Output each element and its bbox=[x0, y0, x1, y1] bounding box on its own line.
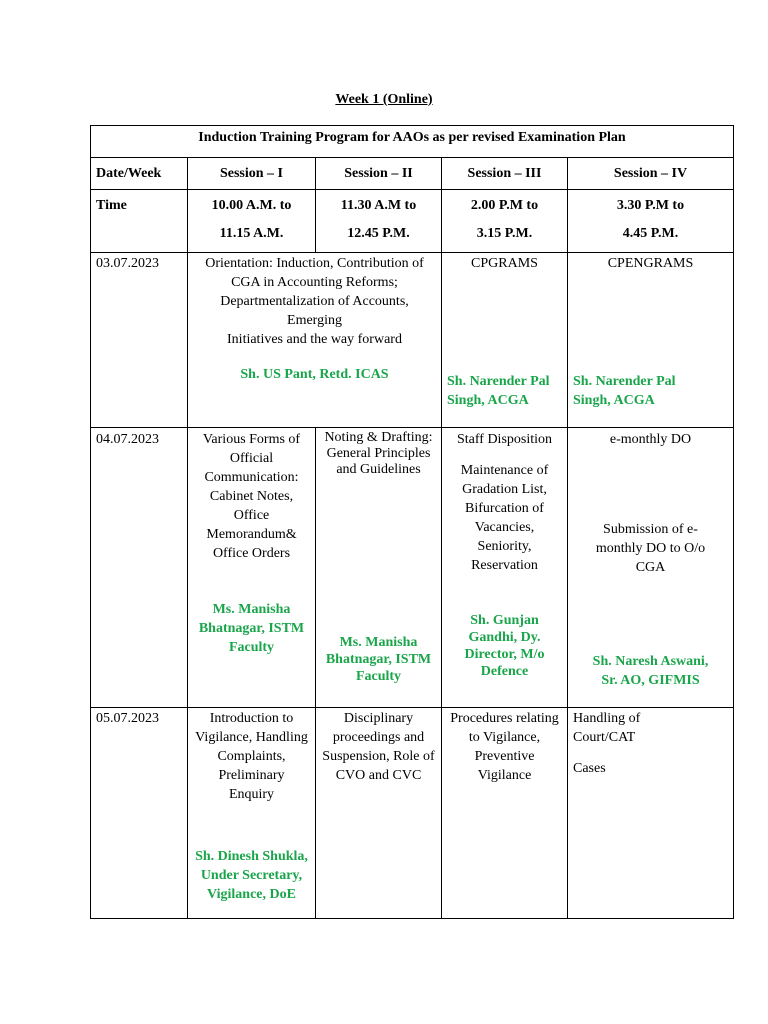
speaker-line: Bhatnagar, ISTM bbox=[198, 621, 305, 636]
session-1-cell bbox=[188, 708, 316, 919]
speaker-line: Gandhi, Dy. bbox=[468, 630, 541, 645]
topic-line: CPENGRAMS bbox=[607, 256, 694, 271]
topic-line: CGA in Accounting Reforms; bbox=[231, 275, 398, 290]
topic-line: Disciplinary bbox=[343, 711, 414, 726]
time-start: 2.00 P.M to bbox=[470, 198, 539, 213]
speaker-line: Faculty bbox=[228, 640, 275, 655]
program-title-row bbox=[91, 126, 734, 158]
schedule-table bbox=[90, 125, 734, 919]
session-3-cell bbox=[442, 708, 568, 919]
header-session-4: Session – IV bbox=[568, 158, 734, 190]
speaker bbox=[193, 847, 310, 904]
speaker-line: Sh. Naresh Aswani, bbox=[592, 654, 709, 669]
topic-line: Departmentalization of Accounts, Emerging bbox=[220, 294, 409, 328]
speaker-line: Ms. Manisha bbox=[212, 602, 291, 617]
topic-line: Procedures relating bbox=[450, 711, 559, 726]
topic-line: monthly DO to O/o bbox=[595, 541, 706, 556]
topic-line: Introduction to bbox=[209, 711, 294, 726]
speaker-line: Ms. Manisha bbox=[339, 635, 418, 650]
session-1-cell bbox=[188, 428, 316, 708]
topic-line: Vigilance, Handling bbox=[195, 730, 308, 745]
topic-line: Vacancies, bbox=[474, 520, 535, 535]
topic-line: Cabinet Notes, bbox=[209, 489, 294, 504]
topic-line: Bifurcation of bbox=[465, 501, 544, 516]
topic-line: Noting & Drafting: bbox=[324, 430, 433, 445]
week-title: Week 1 (Online) bbox=[335, 92, 433, 107]
speaker-line: Defence bbox=[480, 664, 529, 679]
speaker-line: Sh. Dinesh Shukla, bbox=[195, 849, 308, 864]
header-session-3: Session – III bbox=[442, 158, 568, 190]
speaker bbox=[447, 612, 562, 680]
session-4-cell bbox=[568, 253, 734, 428]
speaker-line: Faculty bbox=[355, 669, 402, 684]
session-4-cell bbox=[568, 428, 734, 708]
time-start: 3.30 P.M to bbox=[616, 198, 685, 213]
session-3-cell bbox=[442, 428, 568, 708]
speaker-line: Bhatnagar, ISTM bbox=[325, 652, 432, 667]
time-end: 3.15 P.M. bbox=[476, 226, 533, 241]
topic-line: Reservation bbox=[471, 558, 538, 573]
topic-line: Complaints, bbox=[217, 749, 286, 764]
program-title: Induction Training Program for AAOs as per revised Examination Plan bbox=[91, 126, 734, 158]
session-1-2-cell bbox=[188, 253, 442, 428]
topic-block bbox=[573, 520, 728, 577]
session-2-cell bbox=[316, 428, 442, 708]
topic-line: Handling of bbox=[573, 711, 641, 726]
speaker-line: Vigilance, DoE bbox=[207, 887, 296, 902]
time-end: 11.15 A.M. bbox=[219, 226, 284, 241]
topic-line: Cases bbox=[573, 761, 606, 776]
time-row bbox=[91, 190, 734, 253]
speaker-line: Director, M/o bbox=[464, 647, 545, 662]
topic-line: CGA bbox=[635, 560, 666, 575]
topic-line: Initiatives and the way forward bbox=[227, 332, 402, 347]
topic-line: Staff Disposition bbox=[456, 432, 553, 447]
topic-line: Office bbox=[233, 508, 270, 523]
topic-line: Court/CAT bbox=[573, 730, 636, 745]
topic-line: and Guidelines bbox=[336, 462, 421, 477]
topic-line: Various Forms of bbox=[202, 432, 301, 447]
speaker-line: Sh. Narender Pal bbox=[573, 374, 676, 389]
time-session-3 bbox=[442, 190, 568, 253]
speaker-line: Singh, ACGA bbox=[573, 393, 655, 408]
speaker bbox=[447, 372, 562, 410]
time-start: 10.00 A.M. to bbox=[211, 198, 292, 213]
time-start: 11.30 A.M to bbox=[340, 198, 417, 213]
header-date-week: Date/Week bbox=[91, 158, 188, 190]
topic-line: Orientation: Induction, Contribution of bbox=[205, 256, 424, 271]
time-end: 4.45 P.M. bbox=[622, 226, 679, 241]
date-cell: 04.07.2023 bbox=[91, 428, 188, 708]
date-cell: 05.07.2023 bbox=[91, 708, 188, 919]
speaker-line: Sh. Gunjan bbox=[470, 613, 539, 628]
topic-line: to Vigilance, bbox=[468, 730, 541, 745]
time-end: 12.45 P.M. bbox=[347, 226, 410, 241]
topic-line: Enquiry bbox=[228, 787, 275, 802]
topic-line: Preventive bbox=[474, 749, 535, 764]
speaker bbox=[573, 372, 728, 410]
topic-line: Preliminary bbox=[218, 768, 285, 783]
time-session-1 bbox=[188, 190, 316, 253]
topic-line: Seniority, bbox=[477, 539, 532, 554]
date-cell: 03.07.2023 bbox=[91, 253, 188, 428]
time-session-2 bbox=[316, 190, 442, 253]
topic-line: CVO and CVC bbox=[335, 768, 422, 783]
session-4-cell bbox=[568, 708, 734, 919]
topic-line: Maintenance of bbox=[460, 463, 549, 478]
day-row-2 bbox=[91, 428, 734, 708]
speaker: Sh. US Pant, Retd. ICAS bbox=[240, 367, 389, 382]
topic-line: Memorandum& bbox=[206, 527, 297, 542]
topic-line: Vigilance bbox=[477, 768, 532, 783]
speaker bbox=[573, 652, 728, 690]
speaker-line: Sh. Narender Pal bbox=[447, 374, 550, 389]
topic-line: CPGRAMS bbox=[471, 256, 538, 271]
header-session-1: Session – I bbox=[188, 158, 316, 190]
topic-line: proceedings and bbox=[332, 730, 425, 745]
time-label: Time bbox=[91, 190, 188, 253]
topic-line: e-monthly DO bbox=[609, 432, 692, 447]
speaker-line: Singh, ACGA bbox=[447, 393, 529, 408]
speaker bbox=[193, 600, 310, 657]
speaker-line: Sr. AO, GIFMIS bbox=[601, 673, 700, 688]
topic-line: Office Orders bbox=[212, 546, 291, 561]
session-3-cell bbox=[442, 253, 568, 428]
topic-line: Submission of e- bbox=[603, 522, 698, 537]
topic-line: Gradation List, bbox=[462, 482, 547, 497]
day-row-3 bbox=[91, 708, 734, 919]
topic-line: Communication: bbox=[204, 470, 299, 485]
speaker bbox=[321, 634, 436, 685]
header-session-2: Session – II bbox=[316, 158, 442, 190]
topic-line: Suspension, Role of bbox=[322, 749, 435, 764]
topic-line: General Principles bbox=[326, 446, 431, 461]
topic-block bbox=[447, 461, 562, 575]
speaker-line: Under Secretary, bbox=[200, 868, 303, 883]
topic-line: Official bbox=[229, 451, 274, 466]
day-row-1 bbox=[91, 253, 734, 428]
session-2-cell bbox=[316, 708, 442, 919]
header-row bbox=[91, 158, 734, 190]
time-session-4 bbox=[568, 190, 734, 253]
